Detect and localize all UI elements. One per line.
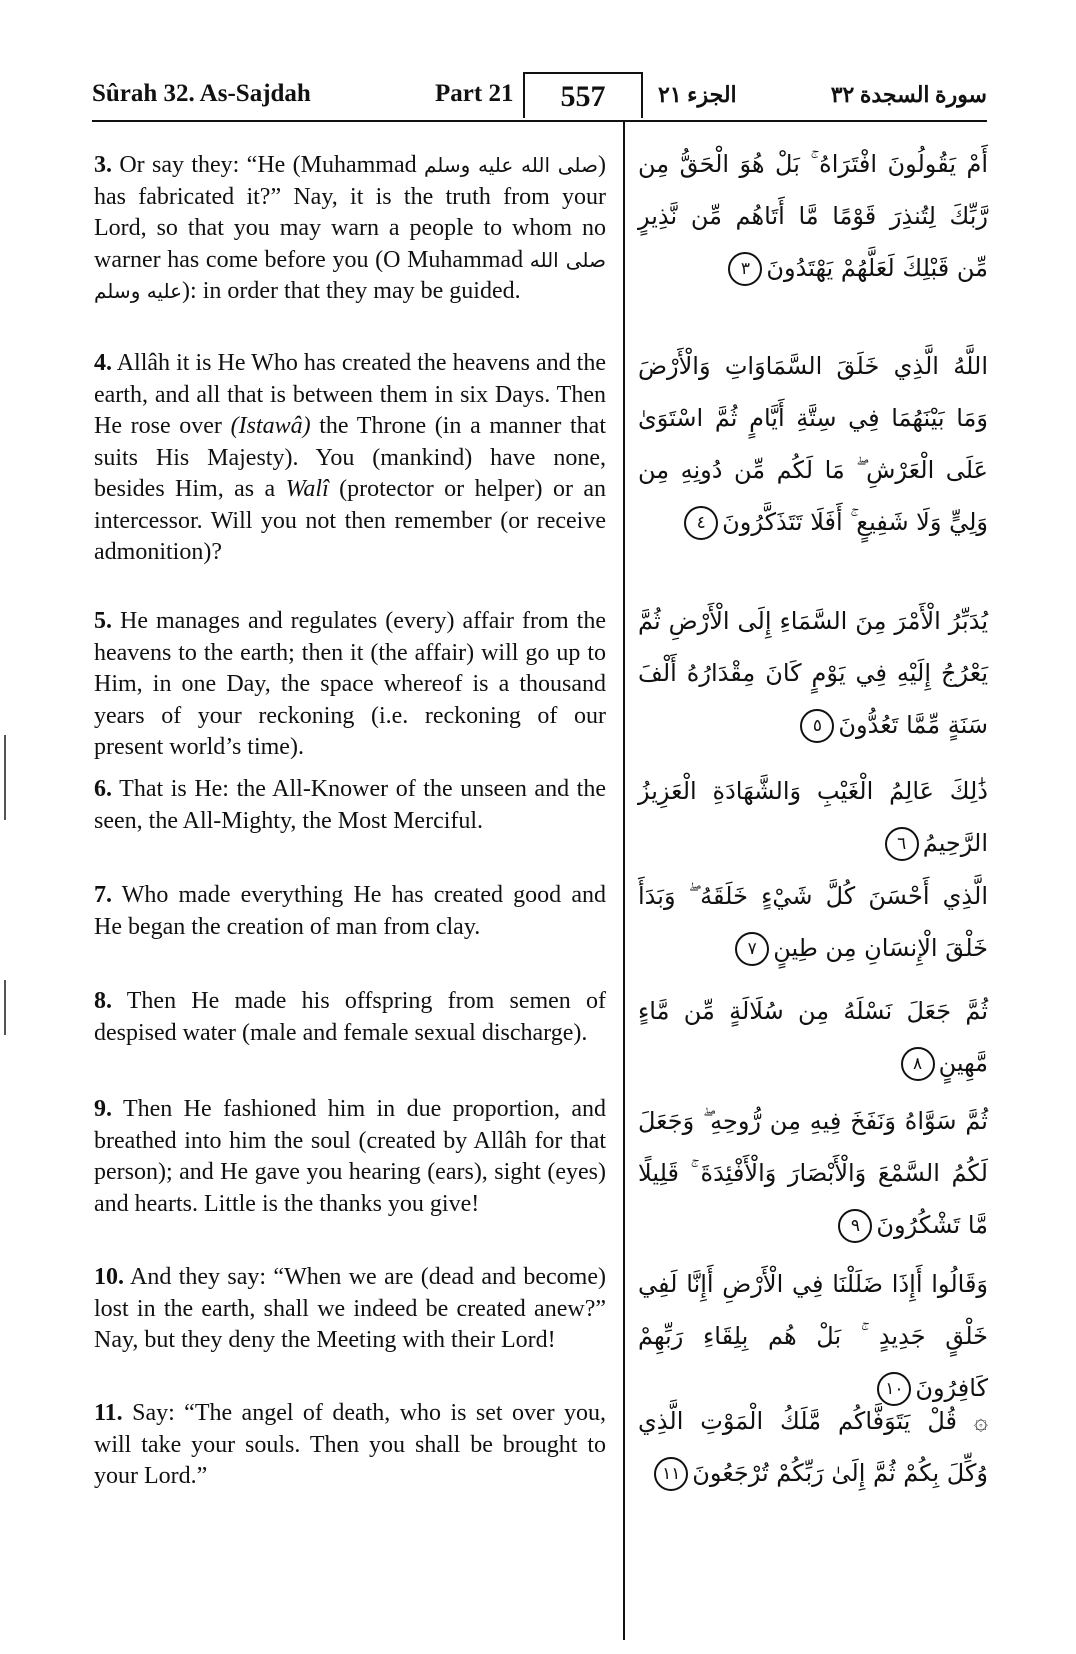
verse-arabic-6: ذَٰلِكَ عَالِمُ الْغَيْبِ وَالشَّهَادَةِ الْعَزِيزُ الرَّحِيمُ٦ [638, 765, 988, 869]
ayah-marker: ٩ [838, 1209, 872, 1243]
ayah-marker: ٤ [684, 506, 718, 540]
page-number: 557 [523, 72, 643, 118]
verse-translation-8: 8. Then He made his offspring from semen of despised water (male and female sexual discharge). [94, 988, 606, 1046]
verse-translation-7: 7. Who made everything He has created good and He began the creation of man from clay. [94, 882, 606, 940]
verse-number: 7. [94, 882, 112, 908]
verse-arabic-4: اللَّهُ الَّذِي خَلَقَ السَّمَاوَاتِ وَالْأَرْضَ وَمَا بَيْنَهُمَا فِي سِتَّةِ أَيَّامٍ ثُمَّ اسْتَوَىٰ عَلَى الْعَرْشِ ۖ مَا لَكُم مِّن دُونِهِ مِن وَلِيٍّ وَلَا شَفِيعٍ ۚ أَفَلَا تَتَذَكَّرُونَ٤ [638, 340, 988, 548]
header-rule [92, 120, 987, 122]
verse-number: 8. [94, 988, 112, 1014]
verse-number: 6. [94, 776, 112, 802]
ayah-marker: ١١ [654, 1457, 688, 1491]
ayah-marker: ٦ [885, 827, 919, 861]
surah-title-en: Sûrah 32. As-Sajdah [92, 80, 311, 107]
verse-translation-9: 9. Then He fashioned him in due proportion, and breathed into him the soul (created by Allâh for that person); and He gave you hearing (ears), sight (eyes) and hearts. Little is the thanks you give! [94, 1096, 606, 1217]
page-header [92, 72, 987, 122]
ayah-marker: ٨ [901, 1047, 935, 1081]
verse-translation-4: 4. Allâh it is He Who has created the heavens and the earth, and all that is between them in six Days. Then He rose over (Istawâ) the Throne (in a manner that suits His Majesty). You (mankind) have none, besides Him, as a Walî (protector or helper) or an intercessor. Will you not then remember (or receive admonition)? [94, 350, 606, 565]
ayah-marker: ٥ [800, 709, 834, 743]
part-label-en: Part 21 [435, 80, 514, 107]
verse-arabic-8: ثُمَّ جَعَلَ نَسْلَهُ مِن سُلَالَةٍ مِّن مَّاءٍ مَّهِينٍ٨ [638, 985, 988, 1089]
verse-translation-6: 6. That is He: the All-Knower of the unseen and the seen, the All-Mighty, the Most Merciful. [94, 776, 606, 834]
verse-translation-11: 11. Say: “The angel of death, who is set over you, will take your souls. Then you shall be brought to your Lord.” [94, 1400, 606, 1489]
ayah-marker: ٣ [728, 252, 762, 286]
salutation-ar: صلى الله عليه وسلم [423, 153, 598, 177]
juz-label-ar: الجزء ٢١ [658, 82, 737, 107]
verse-arabic-10: وَقَالُوا أَإِذَا ضَلَلْنَا فِي الْأَرْضِ أَإِنَّا لَفِي خَلْقٍ جَدِيدٍ ۚ بَلْ هُم بِلِقَاءِ رَبِّهِمْ كَافِرُونَ١٠ [638, 1258, 988, 1414]
verse-arabic-3: أَمْ يَقُولُونَ افْتَرَاهُ ۚ بَلْ هُوَ الْحَقُّ مِن رَّبِّكَ لِتُنذِرَ قَوْمًا مَّا أَتَاهُم مِّن نَّذِيرٍ مِّن قَبْلِكَ لَعَلَّهُمْ يَهْتَدُونَ٣ [638, 138, 988, 294]
surah-title-ar: سورة السجدة ٣٢ [830, 82, 987, 107]
verse-arabic-7: الَّذِي أَحْسَنَ كُلَّ شَيْءٍ خَلَقَهُ ۖ وَبَدَأَ خَلْقَ الْإِنسَانِ مِن طِينٍ٧ [638, 870, 988, 974]
verse-arabic-9: ثُمَّ سَوَّاهُ وَنَفَخَ فِيهِ مِن رُّوحِهِ ۖ وَجَعَلَ لَكُمُ السَّمْعَ وَالْأَبْصَارَ وَالْأَفْئِدَةَ ۚ قَلِيلًا مَّا تَشْكُرُونَ٩ [638, 1095, 988, 1251]
salutation-ar: صلى الله عليه وسلم [94, 247, 606, 303]
verse-number: 4. [94, 350, 112, 376]
ayah-marker: ٧ [735, 932, 769, 966]
margin-mark [4, 735, 6, 820]
verse-number: 11. [94, 1400, 123, 1426]
verse-arabic-11: ۞ قُلْ يَتَوَفَّاكُم مَّلَكُ الْمَوْتِ الَّذِي وُكِّلَ بِكُمْ ثُمَّ إِلَىٰ رَبِّكُمْ تُرْجَعُونَ١١ [638, 1395, 988, 1499]
verse-number: 5. [94, 608, 112, 634]
verse-translation-3: 3. Or say they: “He (Muhammad صلى الله عليه وسلم) has fabricated it?” Nay, it is the truth from your Lord, so that you may warn a people to whom no warner has come before you (O Muhammad صلى الله عليه وسلم): in order that they may be guided. [94, 152, 606, 304]
verse-translation-5: 5. He manages and regulates (every) affair from the heavens to the earth; then it (the affair) will go up to Him, in one Day, the space whereof is a thousand years of your reckoning (i.e. reckoning of our present world’s time). [94, 608, 606, 760]
column-divider [623, 120, 625, 1640]
verse-number: 3. [94, 152, 112, 178]
verse-number: 9. [94, 1096, 112, 1122]
verse-translation-10: 10. And they say: “When we are (dead and become) lost in the earth, shall we indeed be created anew?” Nay, but they deny the Meeting with their Lord! [94, 1264, 606, 1353]
verse-number: 10. [94, 1264, 124, 1290]
ayah-marker: ١٠ [877, 1372, 911, 1406]
verse-arabic-5: يُدَبِّرُ الْأَمْرَ مِنَ السَّمَاءِ إِلَى الْأَرْضِ ثُمَّ يَعْرُجُ إِلَيْهِ فِي يَوْمٍ كَانَ مِقْدَارُهُ أَلْفَ سَنَةٍ مِّمَّا تَعُدُّونَ٥ [638, 595, 988, 751]
margin-mark [4, 980, 6, 1035]
